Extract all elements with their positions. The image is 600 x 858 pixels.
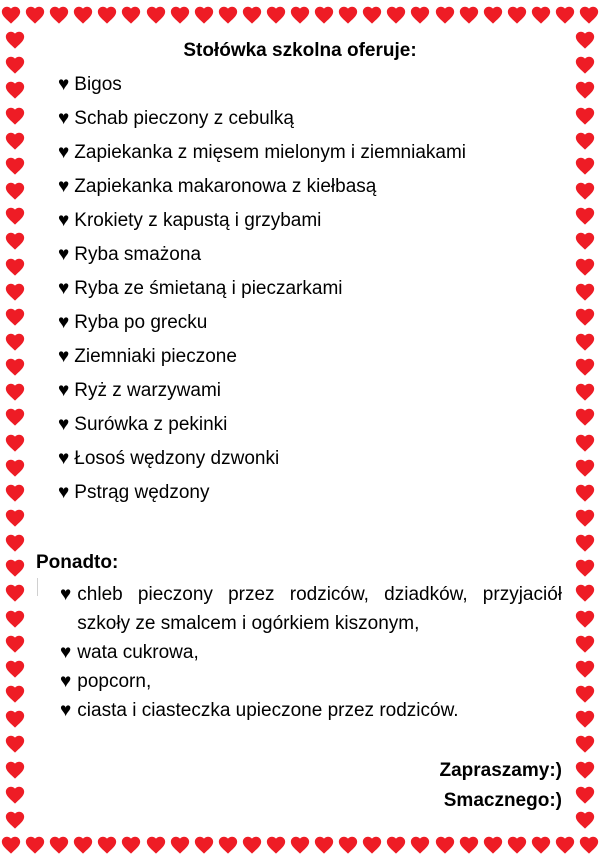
heart-border-icon	[217, 4, 239, 26]
heart-border-icon	[409, 4, 431, 26]
heart-bullet-icon: ♥	[58, 346, 70, 367]
heart-bullet-icon: ♥	[60, 671, 72, 692]
menu-item-label: Ryba smażona	[74, 244, 202, 265]
heart-border-icon	[385, 4, 407, 26]
heart-border-icon	[4, 507, 26, 529]
heart-border-icon	[574, 406, 596, 428]
heart-border-icon	[574, 733, 596, 755]
heart-border-icon	[574, 809, 596, 831]
heart-border-icon	[574, 532, 596, 554]
heart-border-icon	[4, 205, 26, 227]
heart-border-icon	[574, 306, 596, 328]
menu-item	[58, 342, 466, 376]
heart-border-icon	[458, 834, 480, 856]
heart-border-icon	[4, 356, 26, 378]
heart-border-icon	[574, 105, 596, 127]
heart-border-icon	[574, 230, 596, 252]
heart-border-icon	[313, 4, 335, 26]
heart-border-icon	[574, 482, 596, 504]
heart-border-icon	[530, 834, 552, 856]
heart-border-icon	[4, 230, 26, 252]
heart-border-icon	[4, 105, 26, 127]
heart-border-icon	[289, 834, 311, 856]
closing-invitation: Zapraszamy:)	[439, 760, 562, 781]
heart-bullet-icon: ♥	[58, 142, 70, 163]
heart-border-icon	[578, 4, 600, 26]
heart-border-icon	[4, 331, 26, 353]
heart-bullet-icon: ♥	[58, 414, 70, 435]
heart-border-icon	[4, 381, 26, 403]
heart-border-icon	[241, 834, 263, 856]
heart-border-icon	[169, 4, 191, 26]
heart-border-icon	[574, 281, 596, 303]
extras-item-label: ciasta i ciasteczka upieczone przez rodziców.	[77, 700, 459, 721]
closing-wish: Smacznego:)	[443, 790, 562, 811]
heart-border-icon	[574, 79, 596, 101]
heart-border-icon	[4, 608, 26, 630]
menu-item	[58, 138, 466, 172]
menu-item	[58, 478, 466, 512]
heart-bullet-icon: ♥	[60, 584, 72, 605]
heart-border-icon	[265, 834, 287, 856]
menu-item	[58, 410, 466, 444]
heart-border-icon	[0, 4, 22, 26]
heart-border-icon	[4, 683, 26, 705]
menu-item-label: Krokiety z kapustą i grzybami	[74, 210, 322, 231]
heart-border-icon	[24, 4, 46, 26]
heart-border-icon	[506, 834, 528, 856]
heart-bullet-icon: ♥	[58, 482, 70, 503]
closing-block	[440, 756, 563, 816]
heart-border-icon	[574, 432, 596, 454]
heart-border-icon	[72, 834, 94, 856]
heart-border-icon	[4, 784, 26, 806]
heart-border-icon	[434, 4, 456, 26]
heart-border-icon	[434, 834, 456, 856]
menu-list	[58, 70, 466, 512]
heart-border-icon	[4, 457, 26, 479]
menu-item-label: Łosoś wędzony dzwonki	[74, 448, 280, 469]
heart-border-icon	[4, 658, 26, 680]
heart-border-icon	[574, 633, 596, 655]
heart-border-icon	[96, 4, 118, 26]
heart-border-icon	[169, 834, 191, 856]
heart-bullet-icon: ♥	[58, 448, 70, 469]
heart-border-icon	[145, 834, 167, 856]
heart-border-icon	[574, 557, 596, 579]
extras-item	[60, 696, 562, 725]
heart-border-icon	[482, 4, 504, 26]
heart-border-icon	[48, 834, 70, 856]
heart-border-icon	[4, 406, 26, 428]
menu-item-label: Pstrąg wędzony	[74, 482, 210, 503]
menu-item	[58, 274, 466, 308]
heart-border-icon	[574, 205, 596, 227]
heart-border-icon	[482, 834, 504, 856]
heart-border-icon	[4, 155, 26, 177]
heart-bullet-icon: ♥	[58, 278, 70, 299]
heart-border-icon	[289, 4, 311, 26]
menu-item-label: Schab pieczony z cebulką	[74, 108, 294, 129]
heart-border-icon	[574, 130, 596, 152]
heart-border-icon	[193, 834, 215, 856]
heart-border-icon	[361, 4, 383, 26]
heart-border-icon	[96, 834, 118, 856]
heart-border-icon	[4, 306, 26, 328]
extras-item	[60, 580, 562, 638]
heart-border-icon	[4, 281, 26, 303]
menu-item	[58, 206, 466, 240]
heart-border-icon	[120, 834, 142, 856]
menu-item-label: Ziemniaki pieczone	[74, 346, 237, 367]
menu-item-label: Zapiekanka makaronowa z kiełbasą	[74, 176, 377, 197]
heart-bullet-icon: ♥	[60, 700, 72, 721]
extras-item	[60, 667, 562, 696]
heart-border-icon	[458, 4, 480, 26]
heart-bullet-icon: ♥	[58, 176, 70, 197]
heart-border-icon	[4, 733, 26, 755]
heart-border-icon	[506, 4, 528, 26]
menu-item	[58, 308, 466, 342]
heart-border-icon	[4, 759, 26, 781]
page-title: Stołówka szkolna oferuje:	[183, 40, 417, 61]
menu-item-label: Surówka z pekinki	[74, 414, 228, 435]
menu-item	[58, 70, 466, 104]
heart-bullet-icon: ♥	[58, 74, 70, 95]
heart-border-icon	[574, 683, 596, 705]
heart-border-icon	[241, 4, 263, 26]
heart-border-icon	[4, 582, 26, 604]
heart-border-icon	[574, 331, 596, 353]
heart-border-icon	[574, 356, 596, 378]
menu-item	[58, 104, 466, 138]
heart-border-icon	[574, 180, 596, 202]
heart-border-icon	[24, 834, 46, 856]
heart-border-icon	[4, 482, 26, 504]
menu-item-label: Ryba ze śmietaną i pieczarkami	[74, 278, 343, 299]
extras-heading: Ponadto:	[36, 552, 119, 573]
heart-border-icon	[574, 784, 596, 806]
extras-item-label: popcorn,	[77, 671, 152, 692]
heart-bullet-icon: ♥	[58, 210, 70, 231]
menu-item-label: Ryba po grecku	[74, 312, 208, 333]
heart-border-icon	[193, 4, 215, 26]
heart-border-icon	[4, 432, 26, 454]
heart-border-icon	[48, 4, 70, 26]
heart-border-icon	[554, 4, 576, 26]
heart-border-icon	[385, 834, 407, 856]
heart-border-icon	[217, 834, 239, 856]
heart-border-icon	[554, 834, 576, 856]
heart-border-icon	[4, 809, 26, 831]
menu-item	[58, 376, 466, 410]
heart-border-icon	[4, 557, 26, 579]
heart-border-icon	[574, 457, 596, 479]
heart-border-icon	[120, 4, 142, 26]
heart-border-icon	[574, 759, 596, 781]
heart-border-icon	[337, 4, 359, 26]
heart-bullet-icon: ♥	[58, 380, 70, 401]
extras-item	[60, 638, 562, 667]
menu-item	[58, 240, 466, 274]
heart-border-icon	[574, 658, 596, 680]
extras-list	[60, 580, 562, 725]
heart-border-icon	[574, 582, 596, 604]
heart-border-icon	[574, 381, 596, 403]
heart-border-icon	[578, 834, 600, 856]
heart-border-icon	[145, 4, 167, 26]
heart-border-icon	[4, 180, 26, 202]
heart-border-icon	[574, 155, 596, 177]
heart-bullet-icon: ♥	[58, 312, 70, 333]
heart-border-icon	[574, 507, 596, 529]
heart-bullet-icon: ♥	[58, 244, 70, 265]
heart-border-icon	[530, 4, 552, 26]
heart-border-icon	[574, 256, 596, 278]
text-cursor-marker	[37, 578, 38, 596]
heart-border-icon	[4, 256, 26, 278]
heart-border-icon	[4, 130, 26, 152]
heart-border-icon	[0, 834, 22, 856]
menu-item	[58, 444, 466, 478]
heart-border-icon	[337, 834, 359, 856]
heart-bullet-icon: ♥	[58, 108, 70, 129]
heart-border-icon	[574, 708, 596, 730]
menu-item-label: Zapiekanka z mięsem mielonym i ziemniakami	[74, 142, 467, 163]
menu-item-label: Bigos	[74, 74, 122, 95]
heart-border-icon	[313, 834, 335, 856]
menu-item-label: Ryż z warzywami	[74, 380, 222, 401]
heart-border-icon	[72, 4, 94, 26]
heart-border-icon	[4, 79, 26, 101]
extras-item-label: wata cukrowa,	[77, 642, 199, 663]
heart-border-icon	[4, 708, 26, 730]
heart-border-icon	[574, 608, 596, 630]
heart-border-icon	[361, 834, 383, 856]
heart-border-icon	[265, 4, 287, 26]
heart-border-icon	[4, 633, 26, 655]
extras-item-label: chleb pieczony przez rodziców, dziadków, przyjaciół szkoły ze smalcem i ogórkiem kiszonym,	[77, 584, 562, 634]
heart-border-icon	[4, 532, 26, 554]
menu-item	[58, 172, 466, 206]
heart-border-icon	[409, 834, 431, 856]
heart-bullet-icon: ♥	[60, 642, 72, 663]
